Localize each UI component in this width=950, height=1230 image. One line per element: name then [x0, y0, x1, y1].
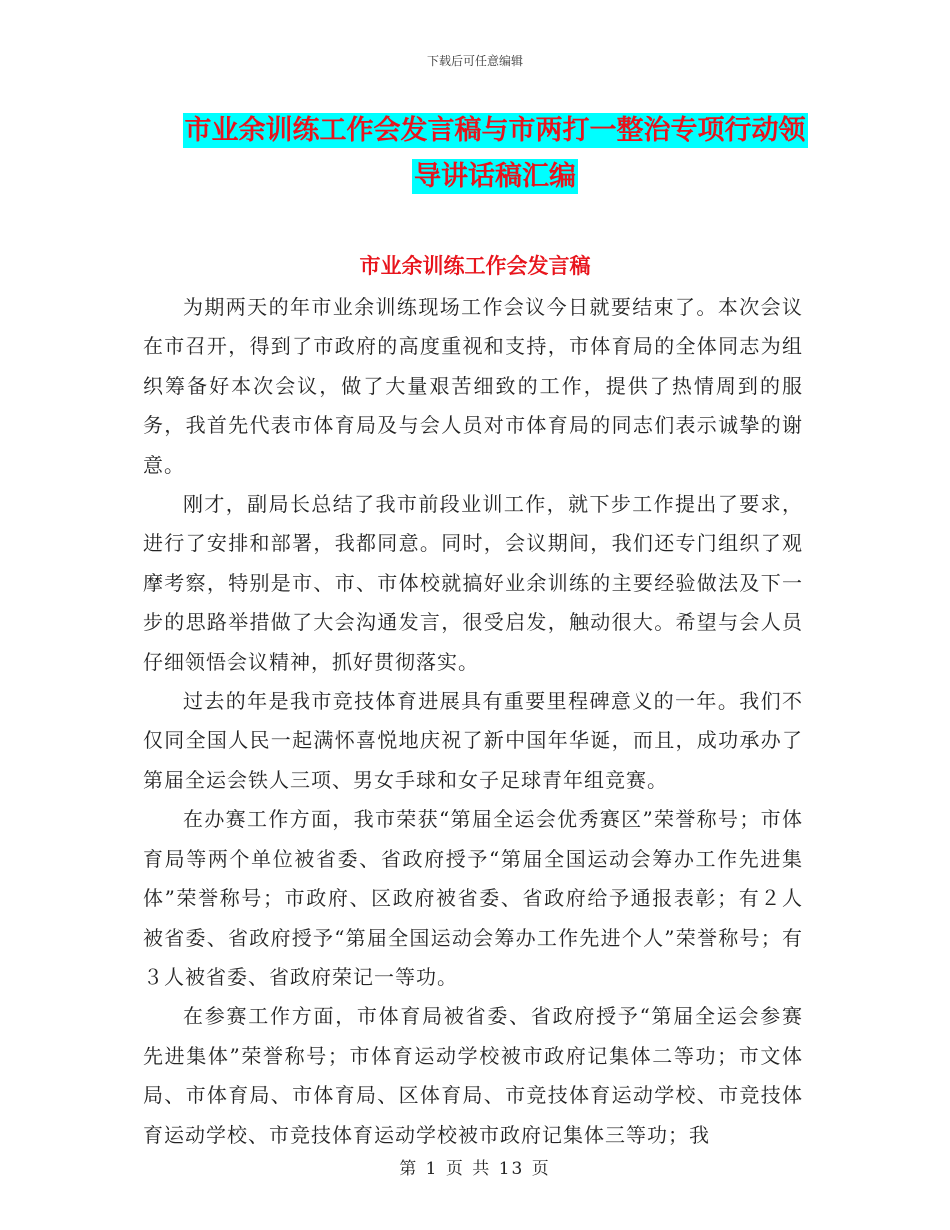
- paragraph-4: 在办赛工作方面，我市荣获“第届全运会优秀赛区”荣誉称号；市体育局等两个单位被省委、省政府授予“第届全国运动会筹办工作先进集体”荣誉称号；市政府、区政府被省委、省政府给予通报表彰；有２人被省委、省政府授予“第届全国运动会筹办工作先进个人”荣誉称号；有３人被省委、省政府荣记一等功。: [143, 807, 803, 989]
- header-note: 下载后可任意编辑: [426, 54, 523, 68]
- document-title: [140, 108, 850, 200]
- section-title: 市业余训练工作会发言稿: [359, 254, 591, 278]
- paragraph-1: 为期两天的年市业余训练现场工作会议今日就要结束了。本次会议在市召开，得到了市政府的高度重视和支持，市体育局的全体同志为组织筹备好本次会议，做了大量艰苦细致的工作，提供了热情周到的服务，我首先代表市体育局及与会人员对市体育局的同志们表示诚挚的谢意。: [143, 295, 803, 477]
- body-text: [143, 288, 803, 1155]
- paragraph-5: 在参赛工作方面，市体育局被省委、省政府授予“第届全运会参赛先进集体”荣誉称号；市体育运动学校被市政府记集体二等功；市文体局、市体育局、市体育局、区体育局、市竞技体育运动学校、市竞技体育运动学校、市竞技体育运动学校被市政府记集体三等功；我: [143, 1004, 803, 1147]
- document-title-line-1: 市业余训练工作会发言稿与市两打一整治专项行动领: [184, 115, 806, 146]
- paragraph-2: 刚才，副局长总结了我市前段业训工作，就下步工作提出了要求，进行了安排和部署，我都同意。同时，会议期间，我们还专门组织了观摩考察，特别是市、市、市体校就搞好业余训练的主要经验做法及下一步的思路举措做了大会沟通发言，很受启发，触动很大。希望与会人员仔细领悟会议精神，抓好贯彻落实。: [143, 492, 803, 674]
- page-number-footer: 第 1 页 共 13 页: [399, 1159, 551, 1179]
- document-title-line-2: 导讲话稿汇编: [414, 161, 576, 192]
- paragraph-3: 过去的年是我市竞技体育进展具有重要里程碑意义的一年。我们不仅同全国人民一起满怀喜悦地庆祝了新中国年华诞，而且，成功承办了第届全运会铁人三项、男女手球和女子足球青年组竞赛。: [143, 689, 803, 792]
